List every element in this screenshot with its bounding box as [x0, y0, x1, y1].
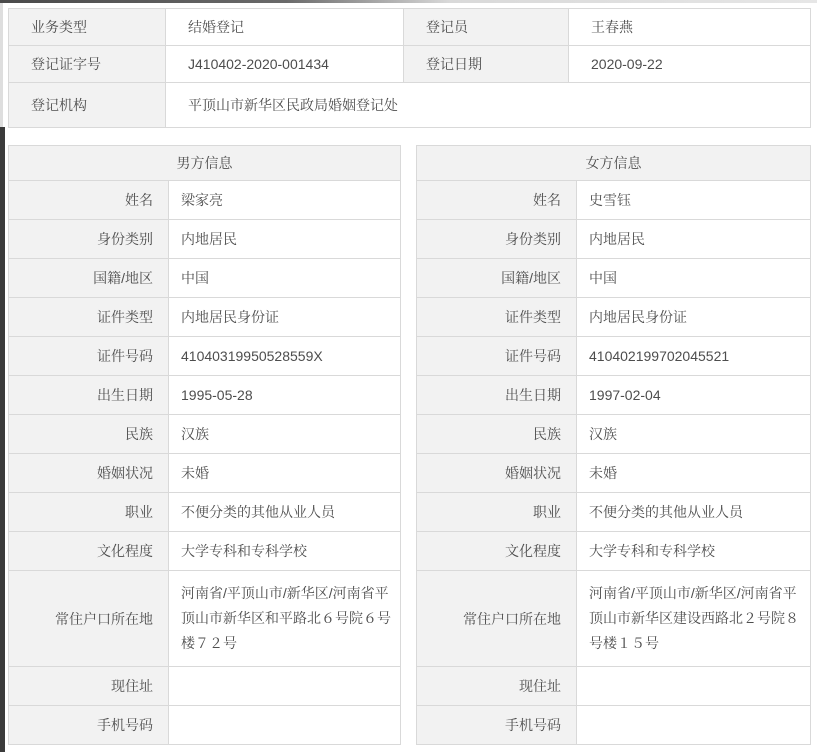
- education-value: 大学专科和专科学校: [577, 532, 811, 571]
- registration-summary-table: [8, 8, 811, 128]
- birth-date-value: 1995-05-28: [169, 376, 401, 415]
- table-header-row: [417, 146, 811, 181]
- marital-status-value: 未婚: [577, 454, 811, 493]
- current-address-label: 现住址: [9, 667, 169, 706]
- row-marital-status: [9, 454, 401, 493]
- business-type-label: 业务类型: [9, 9, 166, 46]
- name-label: 姓名: [417, 181, 577, 220]
- marital-status-value: 未婚: [169, 454, 401, 493]
- occupation-value: 不便分类的其他从业人员: [169, 493, 401, 532]
- cert-no-label: 登记证字号: [9, 46, 166, 83]
- nationality-label: 国籍/地区: [9, 259, 169, 298]
- table-row: [9, 9, 811, 46]
- id-number-value: 41040319950528559X: [169, 337, 401, 376]
- id-doc-type-value: 内地居民身份证: [169, 298, 401, 337]
- row-education: [9, 532, 401, 571]
- birth-date-label: 出生日期: [9, 376, 169, 415]
- name-value: 梁家亮: [169, 181, 401, 220]
- occupation-label: 职业: [417, 493, 577, 532]
- reg-date-label: 登记日期: [404, 46, 569, 83]
- ethnicity-label: 民族: [417, 415, 577, 454]
- table-row: [9, 83, 811, 128]
- id-doc-type-label: 证件类型: [9, 298, 169, 337]
- reg-date-value: 2020-09-22: [569, 46, 811, 83]
- row-occupation: [417, 493, 811, 532]
- cert-no-value: J410402-2020-001434: [166, 46, 404, 83]
- female-info-title: 女方信息: [417, 146, 811, 181]
- household-address-label: 常住户口所在地: [9, 571, 169, 667]
- row-name: [417, 181, 811, 220]
- window-top-edge: [0, 0, 817, 3]
- nationality-value: 中国: [577, 259, 811, 298]
- row-current-address: [417, 667, 811, 706]
- identity-type-label: 身份类别: [417, 220, 577, 259]
- id-number-value: 410402199702045521: [577, 337, 811, 376]
- row-mobile: [417, 706, 811, 745]
- row-education: [417, 532, 811, 571]
- nationality-value: 中国: [169, 259, 401, 298]
- current-address-value: [169, 667, 401, 706]
- row-mobile: [9, 706, 401, 745]
- birth-date-label: 出生日期: [417, 376, 577, 415]
- current-address-label: 现住址: [417, 667, 577, 706]
- id-doc-type-label: 证件类型: [417, 298, 577, 337]
- row-current-address: [9, 667, 401, 706]
- nationality-label: 国籍/地区: [417, 259, 577, 298]
- row-household-address: [417, 571, 811, 667]
- table-header-row: [9, 146, 401, 181]
- marital-status-label: 婚姻状况: [417, 454, 577, 493]
- row-nationality: [417, 259, 811, 298]
- id-doc-type-value: 内地居民身份证: [577, 298, 811, 337]
- household-address-label: 常住户口所在地: [417, 571, 577, 667]
- education-label: 文化程度: [417, 532, 577, 571]
- identity-type-value: 内地居民: [169, 220, 401, 259]
- row-id-number: [417, 337, 811, 376]
- identity-type-label: 身份类别: [9, 220, 169, 259]
- row-marital-status: [417, 454, 811, 493]
- row-ethnicity: [9, 415, 401, 454]
- row-identity-type: [9, 220, 401, 259]
- row-id-doc-type: [9, 298, 401, 337]
- birth-date-value: 1997-02-04: [577, 376, 811, 415]
- registrar-label: 登记员: [404, 9, 569, 46]
- ethnicity-value: 汉族: [169, 415, 401, 454]
- row-nationality: [9, 259, 401, 298]
- business-type-value: 结婚登记: [166, 9, 404, 46]
- window-left-edge-light: [0, 3, 3, 127]
- agency-value: 平顶山市新华区民政局婚姻登记处: [166, 83, 811, 128]
- mobile-label: 手机号码: [417, 706, 577, 745]
- household-address-value: 河南省/平顶山市/新华区/河南省平顶山市新华区和平路北６号院６号楼７２号: [169, 571, 401, 667]
- agency-label: 登记机构: [9, 83, 166, 128]
- row-identity-type: [417, 220, 811, 259]
- registrar-value: 王春燕: [569, 9, 811, 46]
- row-occupation: [9, 493, 401, 532]
- marital-status-label: 婚姻状况: [9, 454, 169, 493]
- male-info-title: 男方信息: [9, 146, 401, 181]
- table-row: [9, 46, 811, 83]
- id-number-label: 证件号码: [9, 337, 169, 376]
- row-id-number: [9, 337, 401, 376]
- education-label: 文化程度: [9, 532, 169, 571]
- identity-type-value: 内地居民: [577, 220, 811, 259]
- name-label: 姓名: [9, 181, 169, 220]
- ethnicity-value: 汉族: [577, 415, 811, 454]
- occupation-value: 不便分类的其他从业人员: [577, 493, 811, 532]
- current-address-value: [577, 667, 811, 706]
- mobile-label: 手机号码: [9, 706, 169, 745]
- row-birth-date: [9, 376, 401, 415]
- education-value: 大学专科和专科学校: [169, 532, 401, 571]
- household-address-value: 河南省/平顶山市/新华区/河南省平顶山市新华区建设西路北２号院８号楼１５号: [577, 571, 811, 667]
- occupation-label: 职业: [9, 493, 169, 532]
- ethnicity-label: 民族: [9, 415, 169, 454]
- female-info-table: [416, 145, 811, 745]
- row-name: [9, 181, 401, 220]
- mobile-value: [169, 706, 401, 745]
- row-ethnicity: [417, 415, 811, 454]
- row-birth-date: [417, 376, 811, 415]
- row-household-address: [9, 571, 401, 667]
- mobile-value: [577, 706, 811, 745]
- window-left-edge-dark: [0, 127, 5, 752]
- name-value: 史雪钰: [577, 181, 811, 220]
- id-number-label: 证件号码: [417, 337, 577, 376]
- row-id-doc-type: [417, 298, 811, 337]
- male-info-table: [8, 145, 401, 745]
